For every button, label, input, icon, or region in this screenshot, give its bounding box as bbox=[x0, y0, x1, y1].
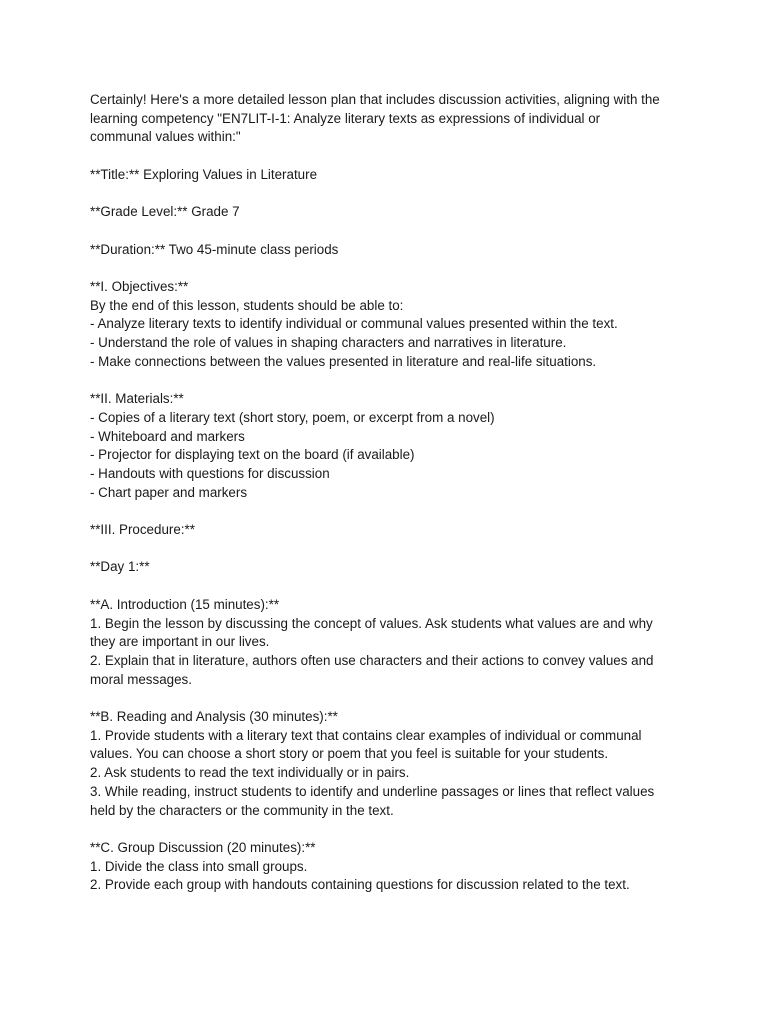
paragraph bbox=[90, 278, 690, 372]
text-line: 1. Provide students with a literary text that contains clear examples of individual or communal bbox=[90, 727, 642, 743]
text-line: 2. Provide each group with handouts containing questions for discussion related to the text. bbox=[90, 877, 630, 893]
text-line: they are important in our lives. bbox=[90, 634, 270, 650]
text-line: 1. Begin the lesson by discussing the concept of values. Ask students what values are and why bbox=[90, 615, 653, 631]
text-line: **II. Materials:** bbox=[90, 391, 184, 407]
paragraph bbox=[90, 839, 690, 895]
text-line: Certainly! Here's a more detailed lesson plan that includes discussion activities, aligning with the bbox=[90, 92, 660, 107]
paragraph bbox=[90, 91, 690, 147]
text-line: 2. Ask students to read the text individually or in pairs. bbox=[90, 765, 410, 781]
text-line: - Projector for displaying text on the board (if available) bbox=[90, 447, 415, 463]
text-line: **I. Objectives:** bbox=[90, 278, 189, 294]
text-line: - Make connections between the values presented in literature and real-life situations. bbox=[90, 353, 597, 369]
document-body bbox=[90, 91, 690, 914]
text-line: - Analyze literary texts to identify individual or communal values presented within the text. bbox=[90, 316, 618, 332]
text-line: moral messages. bbox=[90, 671, 192, 687]
paragraph bbox=[90, 390, 690, 502]
text-line: **Grade Level:** Grade 7 bbox=[90, 204, 240, 220]
text-line: 2. Explain that in literature, authors often use characters and their actions to convey values and bbox=[90, 652, 654, 668]
paragraph bbox=[90, 166, 690, 185]
paragraph bbox=[90, 203, 690, 222]
text-line: 1. Divide the class into small groups. bbox=[90, 858, 308, 874]
text-line: communal values within:" bbox=[90, 129, 241, 145]
text-line: - Whiteboard and markers bbox=[90, 428, 245, 444]
paragraph bbox=[90, 708, 690, 820]
paragraph bbox=[90, 521, 690, 540]
text-line: held by the characters or the community in the text. bbox=[90, 802, 394, 818]
text-line: **Title:** Exploring Values in Literature bbox=[90, 166, 318, 182]
text-line: **A. Introduction (15 minutes):** bbox=[90, 596, 280, 612]
text-line: - Copies of a literary text (short story, poem, or excerpt from a novel) bbox=[90, 409, 495, 425]
text-line: learning competency "EN7LIT-I-1: Analyze literary texts as expressions of individual or bbox=[90, 110, 601, 126]
text-line: **Duration:** Two 45-minute class periods bbox=[90, 241, 339, 257]
paragraph bbox=[90, 558, 690, 577]
text-line: **III. Procedure:** bbox=[90, 522, 195, 538]
text-line: - Handouts with questions for discussion bbox=[90, 465, 330, 481]
text-line: 3. While reading, instruct students to identify and underline passages or lines that reflect values bbox=[90, 783, 655, 799]
text-line: **B. Reading and Analysis (30 minutes):** bbox=[90, 709, 338, 725]
text-line: **C. Group Discussion (20 minutes):** bbox=[90, 839, 316, 855]
paragraph bbox=[90, 241, 690, 260]
paragraph bbox=[90, 596, 690, 690]
text-line: **Day 1:** bbox=[90, 559, 150, 575]
text-line: By the end of this lesson, students should be able to: bbox=[90, 297, 404, 313]
text-line: - Chart paper and markers bbox=[90, 484, 248, 500]
text-line: - Understand the role of values in shaping characters and narratives in literature. bbox=[90, 335, 567, 351]
text-line: values. You can choose a short story or poem that you feel is suitable for your students. bbox=[90, 746, 609, 762]
